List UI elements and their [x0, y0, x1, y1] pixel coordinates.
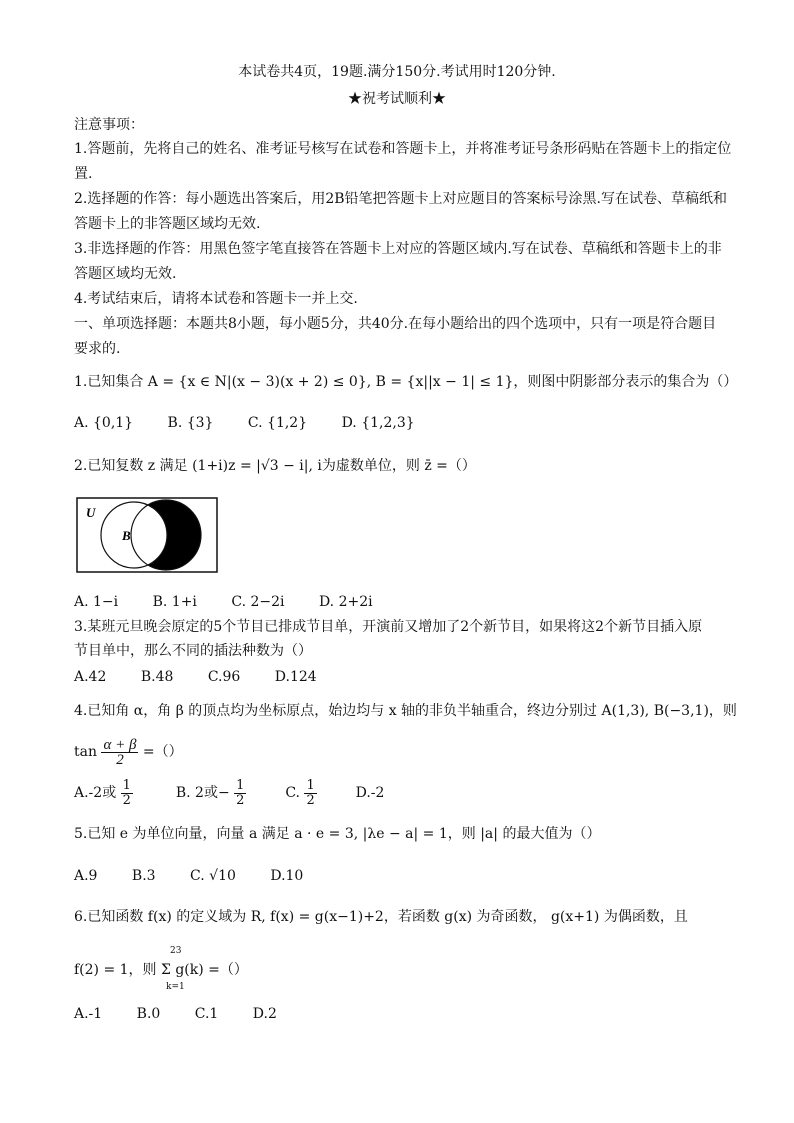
q1-option-b: B. {3}: [167, 415, 214, 431]
q2-option-c: C. 2−2i: [231, 594, 285, 610]
q6-sum-upper: 23: [170, 946, 182, 956]
q5-option-d: D.10: [270, 868, 304, 884]
q6-stem: 6.已知函数 f(x) 的定义域为 R, f(x) = g(x−1)+2，若函数 g(x) 为奇函数， g(x+1) 为偶函数，且: [74, 909, 688, 925]
venn-diagram: [76, 497, 218, 573]
q5-option-c: C. √10: [190, 868, 236, 884]
q6-option-b: B.0: [136, 1006, 161, 1022]
q5-stem: 5.已知 e 为单位向量，向量 a 满足 a · e = 3, |λe − a| = 1，则 |a| 的最大值为（）: [74, 826, 601, 842]
section-heading-cont: 要求的.: [74, 341, 121, 357]
venn-label-u: U: [86, 505, 96, 520]
q6-option-c: C.1: [194, 1006, 219, 1022]
q6-option-a: A.-1: [74, 1006, 103, 1022]
section-heading: 一、单项选择题：本题共8小题，每小题5分，共40分.在每小题给出的四个选项中，只有一项是符合题目: [74, 316, 717, 332]
q1-option-a: A. {0,1}: [74, 415, 134, 431]
venn-set-b: [101, 502, 167, 568]
q2-option-b: B. 1+i: [152, 594, 197, 610]
note-1: 1.答题前，先将自己的姓名、准考证号核写在试卷和答题卡上，并将准考证号条形码贴在答题卡上的指定位: [74, 141, 732, 157]
q4-tan: tan: [74, 744, 97, 760]
q2-stem: 2.已知复数 z 满足 (1+i)z = |√3 − i|, i为虚数单位，则 z̄ =（）: [74, 458, 476, 474]
note-3-cont: 答题区域均无效.: [74, 266, 177, 282]
q6-sum-lower: k=1: [166, 982, 185, 992]
note-2: 2.选择题的作答：每小题选出答案后，用2B铅笔把答题卡上对应题目的答案标号涂黑.写在试卷、草稿纸和: [74, 191, 728, 207]
q3-option-a: A.42: [74, 669, 107, 685]
good-luck: ★祝考试顺利★: [348, 91, 446, 107]
q1-stem: 1.已知集合 A = {x ∈ N|(x − 3)(x + 2) ≤ 0}, B = {x||x − 1| ≤ 1}，则图中阴影部分表示的集合为（）: [74, 374, 738, 390]
q4-fraction-denominator: 2: [116, 751, 124, 768]
q3-options: [74, 667, 347, 687]
q4-equals: =（）: [142, 744, 183, 760]
q3-option-b: B.48: [140, 669, 174, 685]
q2-option-a: A. 1−i: [74, 594, 119, 610]
q2-option-d: D. 2+2i: [318, 594, 373, 610]
q4-option-d: D.-2: [355, 785, 385, 801]
q3-stem: 3.某班元旦晚会原定的5个节目已排成节目单，开演前又增加了2个新节目，如果将这2个新节目插入原: [74, 619, 703, 635]
q3-option-d: D.124: [274, 669, 317, 685]
q4-option-c: C. $\frac{1}{2}$: [285, 777, 315, 808]
q3-option-c: C.96: [207, 669, 241, 685]
note-2-cont: 答题卡上的非答题区域均无效.: [74, 216, 261, 232]
q4-option-a: A.-2或 $\frac{1}{2}$: [74, 777, 131, 808]
q1-option-d: D. {1,2,3}: [341, 415, 415, 431]
q5-options: [74, 866, 333, 886]
q1-options: [74, 413, 445, 433]
notes-title: 注意事项：: [74, 117, 144, 133]
q5-option-a: A.9: [74, 868, 98, 884]
q4-stem: 4.已知角 α，角 β 的顶点均为坐标原点，始边均与 x 轴的非负半轴重合，终边分别过 A(1,3), B(−3,1)，则: [74, 703, 737, 719]
note-4: 4.考试结束后，请将本试卷和答题卡一并上交.: [74, 291, 358, 307]
exam-info: 本试卷共4页，19题.满分150分.考试用时120分钟.: [238, 64, 556, 80]
note-1-cont: 置.: [74, 166, 93, 182]
q6-options: [74, 1004, 307, 1024]
q4-fraction: [101, 738, 138, 767]
q1-option-c: C. {1,2}: [247, 415, 308, 431]
note-3: 3.非选择题的作答：用黑色签字笔直接答在答题卡上对应的答题区域内.写在试卷、草稿纸和答题卡上的非: [74, 241, 722, 257]
venn-label-b: B: [122, 528, 131, 543]
q4-expression: [74, 737, 183, 767]
q4-option-b: B. 2或− $\frac{1}{2}$: [175, 777, 245, 808]
q3-stem-cont: 节目单中，那么不同的插法种数为（）: [74, 643, 312, 659]
q2-options: [74, 592, 403, 612]
q6-option-d: D.2: [252, 1006, 277, 1022]
q5-option-b: B.3: [131, 868, 156, 884]
q6-stem-cont: f(2) = 1，则 Σ g(k) =（）: [74, 962, 248, 978]
q4-fraction-numerator: α + β: [103, 736, 137, 753]
q4-options: [74, 778, 384, 808]
